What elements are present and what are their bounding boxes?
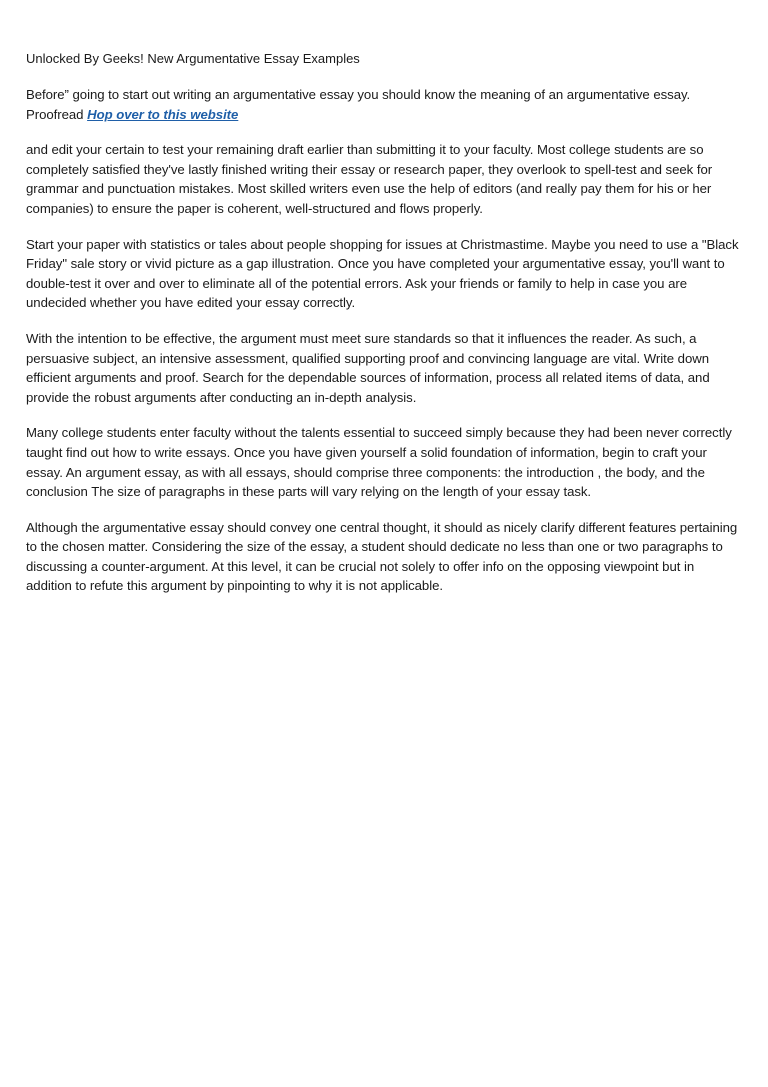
hop-over-link[interactable]: Hop over to this website bbox=[87, 106, 239, 122]
body-paragraph-4: Many college students enter faculty without the talents essential to succeed simply because they had been never correctly taught find out how to write essays. Once you have given yourself a solid foundation of information, begin to craft your essay. An argument essay, as with all essays, should comprise three components: the introduction , the body, and the conclusion The size of paragraphs in these parts will vary relying on the length of your essay task. bbox=[26, 425, 732, 500]
intro-text: Before” going to start out writing an argumentative essay you should know the meaning of an argumentative essay. Proofread bbox=[26, 87, 691, 122]
body-paragraph-1: and edit your certain to test your remaining draft earlier than submitting it to your faculty. Most college students are so completely satisfied they've lastly finished writing their essay or research paper, they overlook to spell-test and seek for grammar and punctuation mistakes. Most skilled writers even use the help of editors (and really pay them for his or her companies) to ensure the paper is coherent, well-structured and flows properly. bbox=[26, 142, 713, 216]
document-title: Unlocked By Geeks! New Argumentative Essay Examples bbox=[26, 51, 360, 66]
body-paragraph-3: With the intention to be effective, the argument must meet sure standards so that it influences the reader. As such, a persuasive subject, an intensive assessment, qualified supporting proof and convincing language are vital. Write down efficient arguments and proof. Search for the dependable sources of information, process all related items of data, and provide the robust arguments after conducting an in-depth analysis. bbox=[26, 330, 710, 405]
body-paragraph-2: Start your paper with statistics or tales about people shopping for issues at Christmastime. Maybe you need to use a "Black Friday" sale story or vivid picture as a gap illustration. Once you have completed your argumentative essay, you'll want to double-test it over and over to eliminate all of the potential errors. Ask your friends or family to help in case you are undecided whether you have edited your essay correctly. bbox=[26, 236, 739, 311]
intro-paragraph bbox=[26, 85, 742, 124]
body-paragraph-5: Although the argumentative essay should convey one central thought, it should as nicely clarify different features pertaining to the chosen matter. Considering the size of the essay, a student should dedicate no less than one or two paragraphs to discussing a counter-argument. At this level, it can be crucial not solely to offer info on the opposing viewpoint but in addition to refute this argument by pinpointing to why it is not applicable. bbox=[26, 519, 738, 594]
